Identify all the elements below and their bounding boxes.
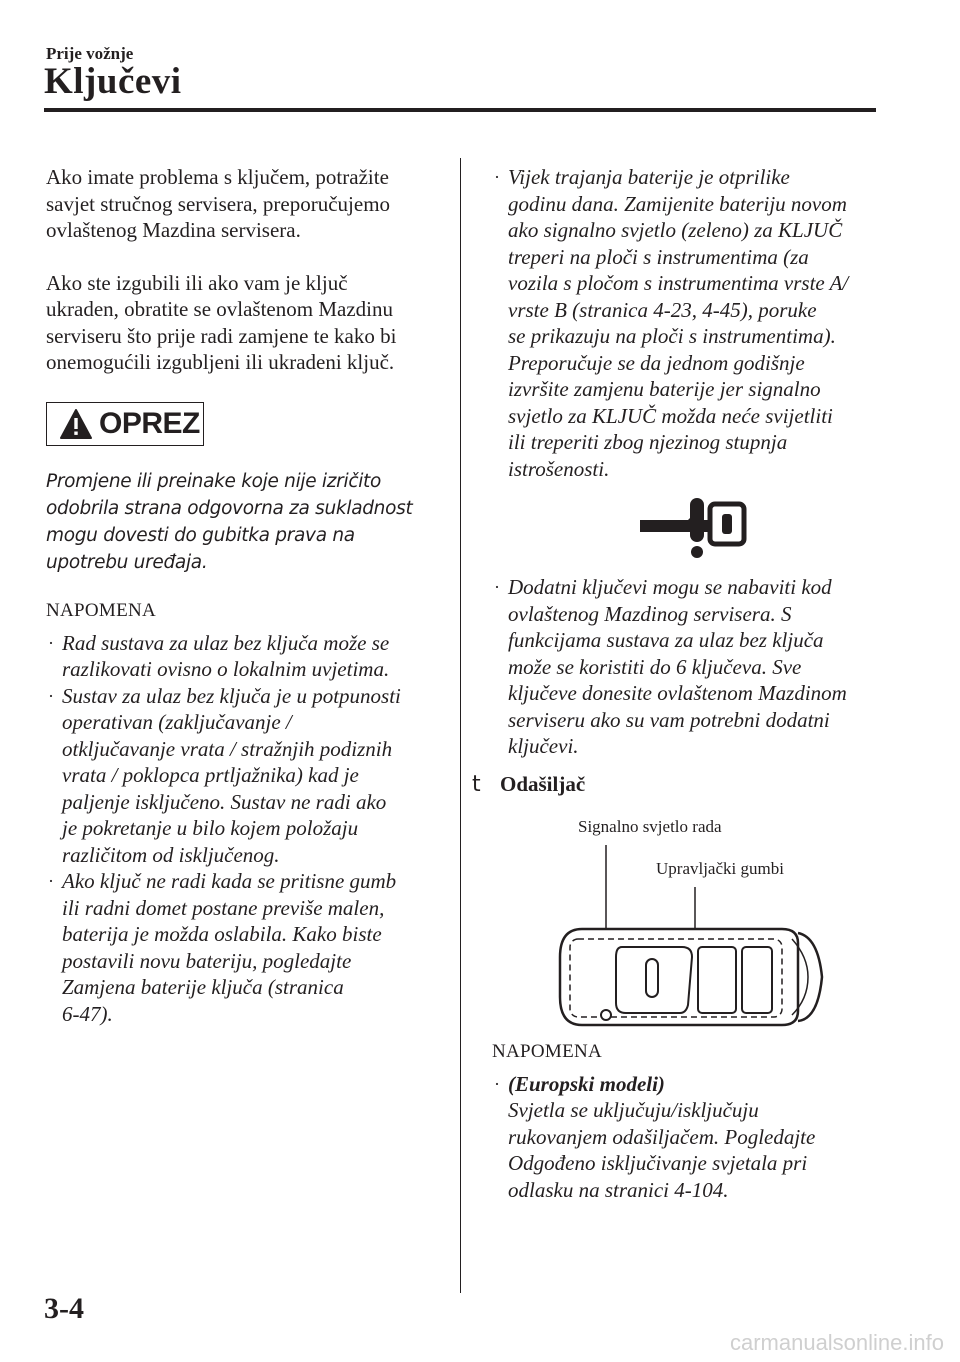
list-item: · Sustav za ulaz bez ključa je u potpunosti operativan (zaključavanje / otključavanje vrata / stražnjih podiznih vrata / poklopca prtljažnika) kad je paljenje isključeno. Sustav ne radi ako je pokretanje u bilo kojem položaju različitom od isključenog. xyxy=(48,683,401,867)
callout-signal-light: Signalno svjetlo rada xyxy=(578,816,722,836)
caution-text: Promjene ili preinake koje nije izričito odobrila strana odgovorna za sukladnost mogu dovesti do gubitka prava na upotrebu uređaja. xyxy=(46,470,413,573)
left-column xyxy=(46,164,446,1027)
note-heading: NAPOMENA xyxy=(492,1040,603,1062)
list-item: · Rad sustava za ulaz bez ključa može se razlikovati ovisno o lokalnim uvjetima. xyxy=(48,630,390,681)
transmitter-drawing xyxy=(492,807,882,1033)
battery-note-list xyxy=(492,164,882,482)
page-number: 3-4 xyxy=(44,1292,84,1325)
note-list xyxy=(46,630,446,1028)
section-label: Prije vožnje xyxy=(46,44,134,63)
right-column xyxy=(472,164,882,1203)
title-rule xyxy=(44,108,876,112)
list-item: · Dodatni ključevi mogu se nabaviti kod ovlaštenog Mazdinog servisera. S funkcijama sustava za ulaz bez ključa može se koristiti do 6 ključeva. Sve ključeve donesite ovlaštenom Mazdinom serviseru ako su vam potrebni dodatni ključevi. xyxy=(494,575,847,758)
list-item: · Vijek trajanja baterije je otprilike godinu dana. Zamijenite bateriju novom ako signalno svjetlo (zeleno) za KLJUČ treperi na ploči s instrumentima (za vozila s pločom s instrumentima vrste A/ vrste B (stranica 4-23, 4-45), poruke se prikazuju na ploči s instrumentima). Preporučuje se da jednom godišnje izvršite zamjenu baterije jer signalno svjetlo za KLJUČ možda neće svijetliti ili treperiti zbog njezinog stupnja istrošenosti. xyxy=(494,165,849,481)
watermark: carmanualsonline.info xyxy=(729,1330,944,1355)
list-item: · Ako ključ ne radi kada se pritisne gumb ili radni domet postane previše malen, baterija je možda oslabila. Kako biste postavili novu bateriju, pogledajte Zamjena baterije ključa (stranica 6-47). xyxy=(48,869,397,1026)
column-divider xyxy=(460,158,461,1293)
european-models-list xyxy=(492,1071,882,1204)
transmitter-diagram xyxy=(492,807,882,1033)
warning-triangle-icon xyxy=(59,408,93,440)
list-item: · (Europski modeli) Svjetla se uključuju/isključuju rukovanjem odašiljačem. Pogledajte Odgođeno isključivanje svjetala pri odlasku na stranici 4-104. xyxy=(494,1071,816,1202)
section-bullet-icon: t xyxy=(472,771,481,797)
caution-label: OPREZ xyxy=(99,406,200,440)
extra-keys-list xyxy=(492,574,882,760)
paragraph-lost-key: Ako ste izgubili ili ako vam je ključ ukraden, obratite se ovlaštenom Mazdinu serviseru što prije radi zamjene te kako bi onemogućili izgubljeni ili ukradeni ključ. xyxy=(46,270,397,374)
callout-control-buttons: Upravljački gumbi xyxy=(656,858,784,878)
subsection-title: Odašiljač xyxy=(500,771,586,796)
page-title: Ključevi xyxy=(44,61,182,102)
paragraph-problems: Ako imate problema s ključem, potražite savjet stručnog servisera, preporučujemo ovlaštenog Mazdina servisera. xyxy=(46,165,391,242)
bold-intro: (Europski modeli) xyxy=(508,1071,665,1096)
note-heading: NAPOMENA xyxy=(46,599,157,621)
transmitter-heading xyxy=(472,772,882,797)
key-warning-icon xyxy=(636,496,756,560)
caution-box xyxy=(46,402,204,446)
